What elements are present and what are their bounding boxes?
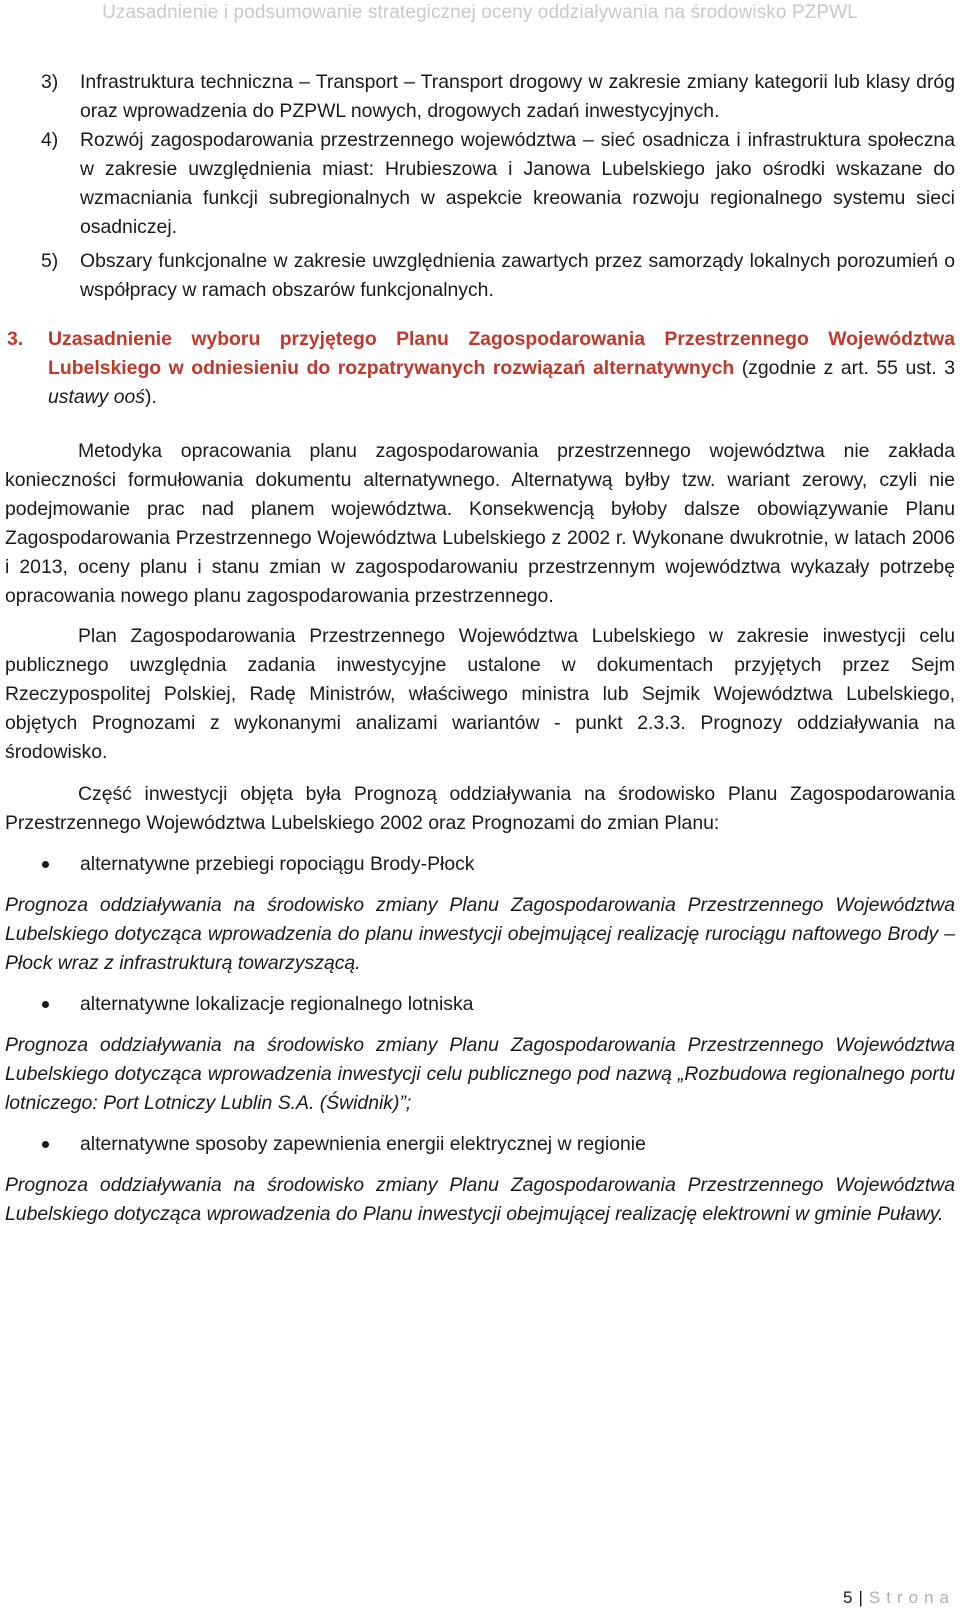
paragraph-prognoses: Część inwestycji objęta była Prognozą oddziaływania na środowisko Planu Zagospodarowania Przestrzennego Województwa Lubelskiego 2002 oraz Prognozami do zmian Planu:: [5, 783, 955, 834]
page-footer: [843, 1588, 955, 1608]
list-item: [5, 68, 955, 126]
bullet-dot-icon: [42, 861, 49, 868]
list-item: [5, 126, 955, 242]
list-item-number: 5): [41, 250, 59, 272]
list-item-number: 3): [41, 71, 59, 93]
bullet-item: [5, 1130, 955, 1159]
prognosis-reference: Prognoza oddziaływania na środowisko zmiany Planu Zagospodarowania Przestrzennego Województwa Lubelskiego dotycząca wprowadzenia do Planu inwestycji obejmującej realizację elektrowni w gminie Puławy.: [5, 1174, 955, 1225]
section-suffix-italic: ustawy ooś: [48, 386, 146, 408]
bullet-dot-icon: [42, 1001, 49, 1008]
section-heading: [5, 325, 955, 412]
section-suffix-after: ).: [145, 386, 157, 408]
section-number: 3.: [7, 328, 24, 350]
bullet-item: [5, 990, 955, 1019]
bullet-text: alternatywne sposoby zapewnienia energii elektrycznej w regionie: [80, 1133, 646, 1155]
section-suffix-before: (zgodnie z art. 55 ust. 3: [734, 357, 955, 379]
numbered-list: [5, 68, 955, 305]
section-title: Uzasadnienie wyboru przyjętego Planu Zagospodarowania Przestrzennego Województwa Lubelskiego w odniesieniu do rozpatrywanych rozwiązań alternatywnych: [48, 328, 955, 379]
bullet-item: [5, 850, 955, 879]
list-item: [5, 247, 955, 305]
paragraph-methodology: Metodyka opracowania planu zagospodarowania przestrzennego województwa nie zakłada konieczności formułowania dokumentu alternatywnego. Alternatywą byłby tzw. wariant zerowy, czyli nie podejmowanie prac nad planem województwa. Konsekwencją byłoby dalsze obowiązywanie Planu Zagospodarowania Przestrzennego Województwa Lubelskiego z 2002 r. Wykonane dwukrotnie, w latach 2006 i 2013, oceny planu i stanu zmian w zagospodarowaniu przestrzennym województwa wykazały potrzebę opracowania nowego planu zagospodarowania przestrzennego.: [5, 440, 955, 607]
list-item-text: Rozwój zagospodarowania przestrzennego województwa – sieć osadnicza i infrastruktura społeczna w zakresie uwzględnienia miast: Hrubieszowa i Janowa Lubelskiego jako ośrodki wskazane do wzmacniania funkcji subregionalnych w aspekcie kreowania rozwoju regionalnego systemu sieci osadniczej.: [80, 129, 955, 238]
footer-separator: |: [858, 1588, 863, 1607]
bullet-dot-icon: [42, 1141, 49, 1148]
prognosis-reference: Prognoza oddziaływania na środowisko zmiany Planu Zagospodarowania Przestrzennego Województwa Lubelskiego dotycząca wprowadzenia inwestycji celu publicznego pod nazwą „Rozbudowa regionalnego portu lotniczego: Port Lotniczy Lublin S.A. (Świdnik)”;: [5, 1034, 955, 1114]
page-header: Uzasadnienie i podsumowanie strategicznej oceny oddziaływania na środowisko PZPWL: [102, 2, 858, 23]
list-item-text: Infrastruktura techniczna – Transport – Transport drogowy w zakresie zmiany kategorii lub klasy dróg oraz wprowadzenia do PZPWL nowych, drogowych zadań inwestycyjnych.: [80, 71, 955, 122]
list-item-number: 4): [41, 129, 59, 151]
prognosis-reference: Prognoza oddziaływania na środowisko zmiany Planu Zagospodarowania Przestrzennego Województwa Lubelskiego dotycząca wprowadzenia do planu inwestycji obejmującej realizację rurociągu naftowego Brody – Płock wraz z infrastrukturą towarzyszącą.: [5, 894, 955, 974]
page-label: Strona: [868, 1588, 955, 1607]
bullet-text: alternatywne przebiegi ropociągu Brody-Płock: [80, 853, 475, 875]
list-item-text: Obszary funkcjonalne w zakresie uwzględnienia zawartych przez samorządy lokalnych porozumień o współpracy w ramach obszarów funkcjonalnych.: [80, 250, 955, 301]
page-number: 5: [843, 1588, 853, 1607]
paragraph-plan-investments: Plan Zagospodarowania Przestrzennego Województwa Lubelskiego w zakresie inwestycji celu publicznego uwzględnia zadania inwestycyjne ustalone w dokumentach przyjętych przez Sejm Rzeczypospolitej Polskiej, Radę Ministrów, właściwego ministra lub Sejmik Województwa Lubelskiego, objętych Prognozami z wykonanymi analizami wariantów - punkt 2.3.3. Prognozy oddziaływania na środowisko.: [5, 625, 955, 763]
bullet-text: alternatywne lokalizacje regionalnego lotniska: [80, 993, 474, 1015]
document-body: [5, 68, 955, 1229]
